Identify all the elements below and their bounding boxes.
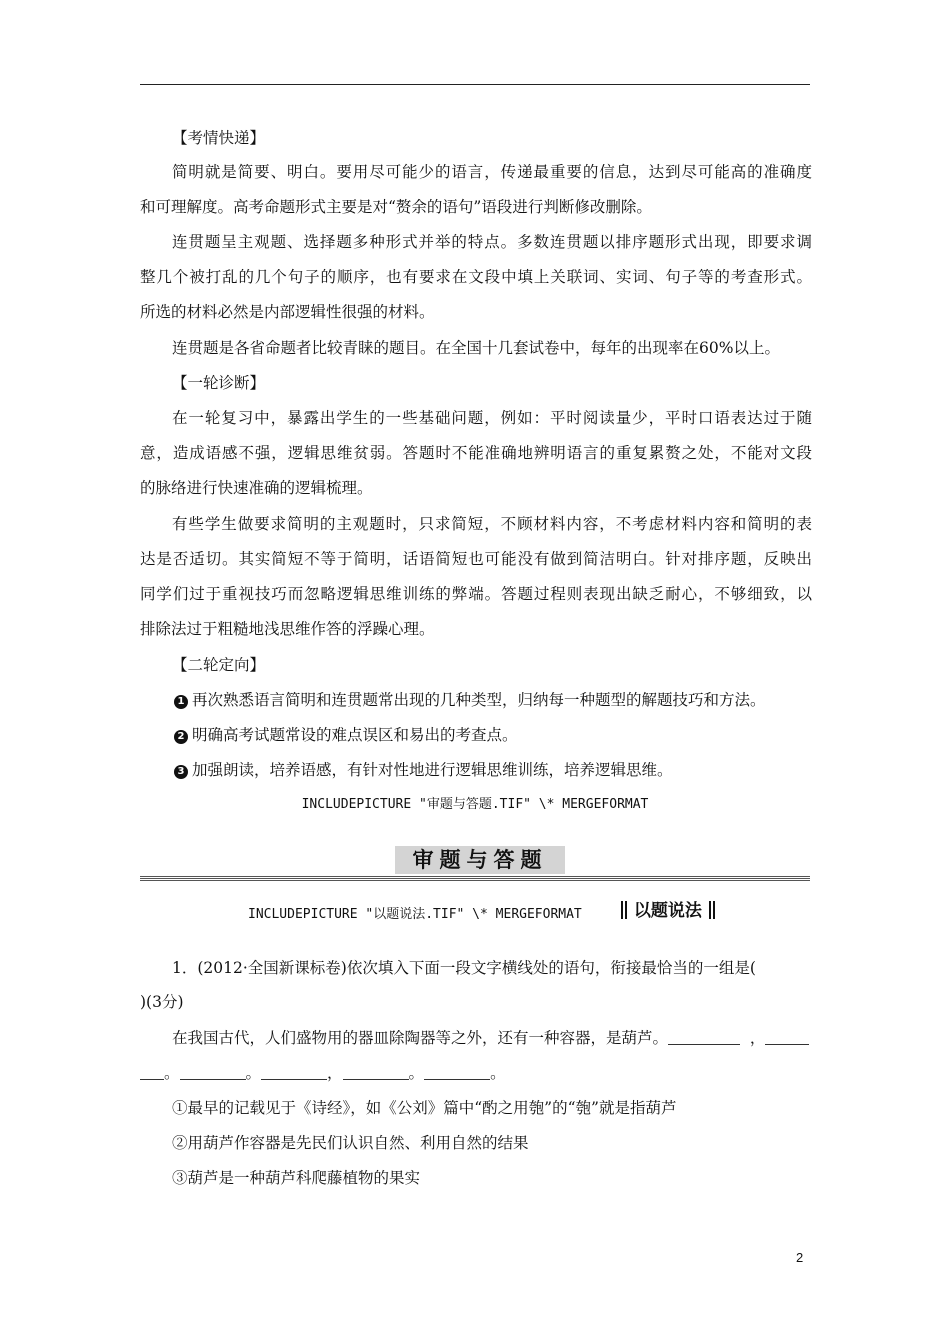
paragraph-line: 达是否适切。其实简短不等于简明，话语简短也可能没有做到简洁明白。针对排序题，反映出 — [140, 550, 812, 568]
paragraph-line: 简明就是简要、明白。要用尽可能少的语言，传递最重要的信息，达到尽可能高的准确度 — [172, 163, 812, 181]
option-item: ③葫芦是一种葫芦科爬藤植物的果实 — [172, 1169, 421, 1187]
heading-kaoqing: 【考情快递】 — [172, 129, 266, 147]
blank[interactable] — [180, 1065, 246, 1080]
paragraph-line: 排除法过于粗糙地浅思维作答的浮躁心理。 — [140, 620, 435, 638]
blank[interactable] — [140, 1065, 164, 1080]
page-number: 2 — [796, 1250, 804, 1265]
question-passage: 在我国古代，人们盛物用的器皿除陶器等之外，还有一种容器，是葫芦。 ， — [172, 1028, 812, 1048]
question-stem: 1．(2012·全国新课标卷)依次填入下面一段文字横线处的语句，衔接最恰当的一组是( — [172, 959, 756, 977]
banner-title: 审题与答题 — [412, 848, 548, 872]
blank[interactable] — [424, 1065, 490, 1080]
blank[interactable] — [668, 1030, 740, 1045]
include-field-code: INCLUDEPICTURE "以题说法.TIF" \* MERGEFORMAT — [248, 907, 582, 922]
option-item: ①最早的记载见于《诗经》，如《公刘》篇中“酌之用匏”的“匏”就是指葫芦 — [172, 1099, 677, 1117]
paragraph-line: 意，造成语感不强，逻辑思维贫弱。答题时不能准确地辨明语言的重复累赘之处，不能对文段 — [140, 444, 812, 462]
paragraph-line: 同学们过于重视技巧而忽略逻辑思维训练的弊端。答题过程则表现出缺乏耐心，不够细致，以 — [140, 585, 812, 603]
list-item — [174, 760, 814, 780]
paragraph-line: 连贯题是各省命题者比较青睐的题目。在全国十几套试卷中，每年的出现率在60%以上。 — [172, 339, 780, 357]
option-item: ②用葫芦作容器是先民们认识自然、利用自然的结果 — [172, 1134, 529, 1152]
section-banner — [140, 842, 810, 882]
list-item-text: 明确高考试题常设的难点误区和易出的考查点。 — [192, 726, 518, 744]
paragraph-line: 整几个被打乱的几个句子的顺序，也有要求在文段中填上关联词、实词、句子等的考查形式。 — [140, 268, 812, 286]
list-item-text: 加强朗读，培养语感，有针对性地进行逻辑思维训练，培养逻辑思维。 — [192, 761, 673, 779]
paragraph-line: 所选的材料必然是内部逻辑性很强的材料。 — [140, 303, 435, 321]
blank[interactable] — [261, 1065, 327, 1080]
header-rule — [140, 84, 810, 85]
list-item-text: 再次熟悉语言简明和连贯题常出现的几种类型，归纳每一种题型的解题技巧和方法。 — [192, 691, 766, 709]
number-badge: 2 — [174, 730, 188, 744]
include-field-code: INCLUDEPICTURE "审题与答题.TIF" \* MERGEFORMAT — [301, 797, 649, 812]
banner-rule — [140, 875, 810, 881]
paragraph-line: 连贯题呈主观题、选择题多种形式并举的特点。多数连贯题以排序题形式出现，即要求调 — [172, 233, 812, 251]
section-label-text: 以题说法 — [633, 901, 702, 921]
blank[interactable] — [343, 1065, 409, 1080]
heading-erlun: 【二轮定向】 — [172, 656, 266, 674]
paragraph-line: 和可理解度。高考命题形式主要是对“赘余的语句”语段进行判断修改删除。 — [140, 198, 652, 216]
heading-yilun: 【一轮诊断】 — [172, 374, 266, 392]
paragraph-line: 的脉络进行快速准确的逻辑梳理。 — [140, 479, 373, 497]
question-stem: )(3分) — [140, 993, 184, 1011]
paragraph-line: 在一轮复习中，暴露出学生的一些基础问题，例如：平时阅读量少，平时口语表达过于随 — [172, 409, 812, 427]
question-blanks: 。 。 ， 。 。 — [140, 1063, 812, 1083]
list-item — [174, 690, 814, 710]
number-badge: 3 — [174, 765, 188, 779]
section-label — [620, 899, 716, 923]
list-item — [174, 725, 814, 745]
number-badge: 1 — [174, 695, 188, 709]
blank[interactable] — [765, 1030, 809, 1045]
paragraph-line: 有些学生做要求简明的主观题时，只求简短，不顾材料内容，不考虑材料内容和简明的表 — [172, 515, 812, 533]
passage-text: 在我国古代，人们盛物用的器皿除陶器等之外，还有一种容器，是葫芦。 — [172, 1029, 669, 1047]
